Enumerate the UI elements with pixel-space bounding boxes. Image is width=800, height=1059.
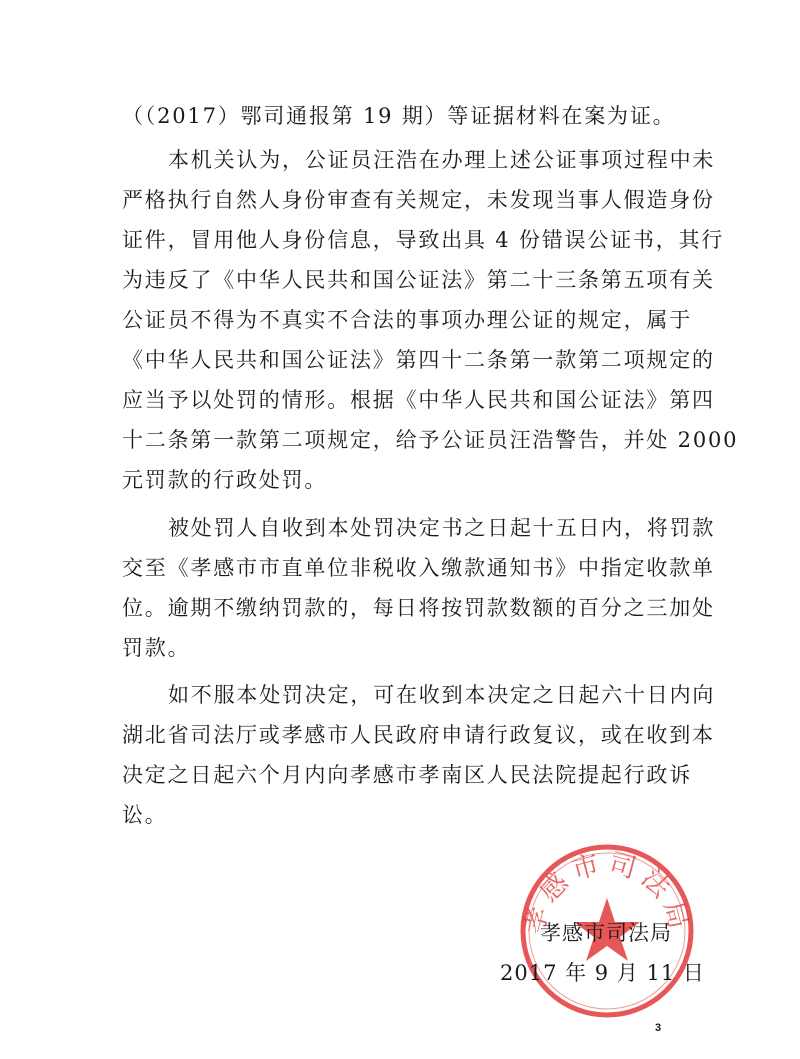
text-line: 交至《孝感市市直单位非税收入缴款通知书》中指定收款单	[122, 556, 715, 580]
text-line: （（2017）鄂司通报第 19 期）等证据材料在案为证。	[122, 104, 676, 128]
text-line: 应当予以处罚的情形。根据《中华人民共和国公证法》第四	[122, 388, 715, 412]
text-line: 十二条第一款第二项规定，给予公证员汪浩警告，并处 2000	[122, 428, 739, 452]
paragraph-payment	[122, 508, 716, 668]
text-line: 位。逾期不缴纳罚款的，每日将按罚款数额的百分之三加处	[122, 596, 715, 620]
page-number: 3	[655, 1022, 662, 1034]
paragraph-appeal	[122, 675, 716, 835]
text-line: 本机关认为，公证员汪浩在办理上述公证事项过程中未	[168, 148, 716, 172]
text-line: 为违反了《中华人民共和国公证法》第二十三条第五项有关	[122, 268, 715, 292]
text-line: 元罚款的行政处罚。	[122, 468, 328, 492]
paragraph-evidence	[122, 96, 702, 136]
text-line: 罚款。	[122, 636, 191, 660]
text-line: 证件，冒用他人身份信息，导致出具 4 份错误公证书，其行	[122, 228, 725, 252]
text-line: 讼。	[122, 803, 168, 827]
paragraph-findings	[122, 140, 739, 500]
text-line: 决定之日起六个月内向孝感市孝南区人民法院提起行政诉	[122, 763, 692, 787]
text-line: 公证员不得为不真实不合法的事项办理公证的规定，属于	[122, 308, 692, 332]
svg-text:孝感市司法局: 孝感市司法局	[518, 847, 696, 938]
signature-date: 2017 年 9 月 11 日	[500, 961, 705, 985]
text-line: 如不服本处罚决定，可在收到本决定之日起六十日内向	[168, 683, 716, 707]
signature-organization: 孝感市司法局	[540, 921, 672, 945]
text-line: 《中华人民共和国公证法》第四十二条第一款第二项规定的	[122, 348, 715, 372]
text-line: 湖北省司法厅或孝感市人民政府申请行政复议，或在收到本	[122, 723, 715, 747]
text-line: 严格执行自然人身份审查有关规定，未发现当事人假造身份	[122, 188, 715, 212]
text-line: 被处罚人自收到本处罚决定书之日起十五日内，将罚款	[168, 516, 716, 540]
